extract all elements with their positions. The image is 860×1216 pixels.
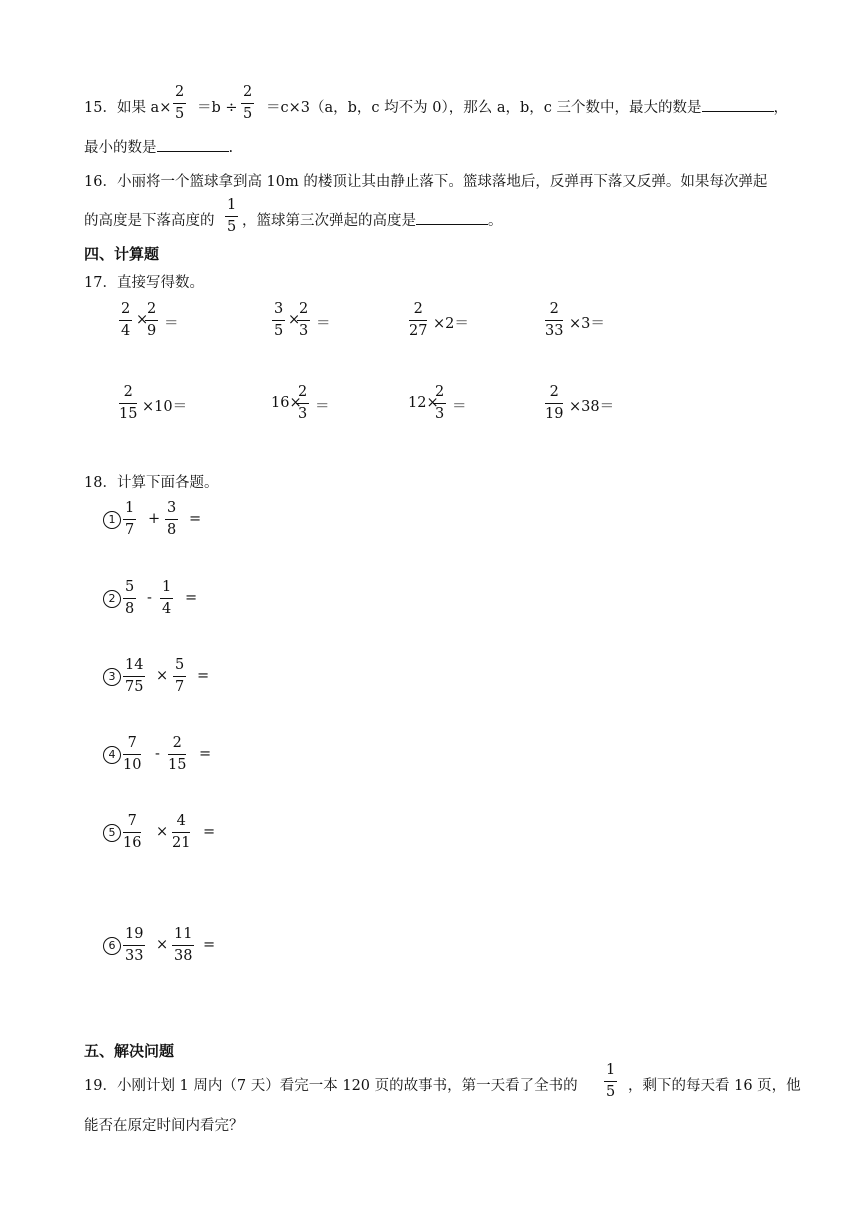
denominator: 7 xyxy=(175,678,185,695)
q19-line1 xyxy=(84,1074,578,1095)
q18-item-6-equals: = xyxy=(203,937,216,953)
q17-item-2-operator: × xyxy=(288,312,301,328)
denominator: 19 xyxy=(545,405,564,422)
q18-item-3-operator: × xyxy=(156,668,169,684)
q15-answer-blank-2[interactable] xyxy=(157,137,229,152)
q16-text-2: 的高度是下落高度的 xyxy=(84,213,215,229)
q19-fraction xyxy=(604,1063,617,1099)
q17-prompt: 直接写得数。 xyxy=(116,275,204,291)
q18-item-1-circled-number: 1 xyxy=(103,511,121,529)
q16-text-4: 。 xyxy=(488,213,503,229)
q18-number: 18． xyxy=(84,475,117,491)
q18-item-2-circled-number: 2 xyxy=(103,590,121,608)
q17-item-2-equals: ＝ xyxy=(316,316,331,332)
denominator: 10 xyxy=(123,756,142,773)
q18-item-4-circled-number: 4 xyxy=(103,746,121,764)
numerator: 2 xyxy=(119,302,132,321)
q18-item-4-equals: = xyxy=(199,746,212,762)
denominator: 9 xyxy=(147,322,157,339)
q18-item-3-fraction-b xyxy=(173,658,186,694)
q18-item-1-fraction-a xyxy=(123,501,136,537)
numerator: 1 xyxy=(123,501,136,520)
numerator: 2 xyxy=(296,385,309,404)
q15-line1 xyxy=(84,96,171,117)
q18-item-3-equals: = xyxy=(197,668,210,684)
q17-item-7-equals: ＝ xyxy=(452,399,467,415)
q17-item-1-equals: ＝ xyxy=(164,316,179,332)
denominator: 5 xyxy=(243,105,253,122)
section-4-heading: 四、计算题 xyxy=(84,245,160,263)
q17-item-4-fraction xyxy=(545,302,563,338)
numerator: 2 xyxy=(119,385,137,404)
q17-item-2-fraction-b xyxy=(297,302,310,338)
q18-item-1-equals: = xyxy=(189,511,202,527)
q18-item-1-operator: + xyxy=(148,511,161,527)
q18-item-5-fraction-a xyxy=(123,814,141,850)
q18-item-4-operator: - xyxy=(155,746,160,762)
denominator: 3 xyxy=(299,322,309,339)
q18-item-5-circled-number: 5 xyxy=(103,824,121,842)
q15-text-1: 如果 a× xyxy=(116,100,172,116)
q15-line1-rest xyxy=(266,96,788,117)
numerator: 2 xyxy=(545,385,563,404)
q18-item-1-fraction-b xyxy=(165,501,178,537)
q16-number: 16． xyxy=(84,174,117,190)
denominator: 75 xyxy=(125,678,144,695)
q17-item-2-fraction-a xyxy=(272,302,285,338)
q15-text-6: . xyxy=(228,140,234,156)
numerator: 7 xyxy=(123,736,141,755)
q19-text-2: ，剩下的每天看 16 页，他 xyxy=(628,1078,801,1094)
q18-item-3-circled-number: 3 xyxy=(103,668,121,686)
q15-number: 15． xyxy=(84,100,117,116)
q18-item-4-fraction-b xyxy=(168,736,186,772)
numerator: 5 xyxy=(123,580,136,599)
q15-fraction-1 xyxy=(173,85,186,121)
q18-item-6-operator: × xyxy=(156,937,169,953)
q17-number: 17． xyxy=(84,275,117,291)
numerator: 1 xyxy=(604,1063,617,1082)
q16-fraction xyxy=(225,198,238,234)
q17-item-8-fraction xyxy=(545,385,563,421)
q17-item-3-tail: ×2＝ xyxy=(433,316,469,332)
numerator: 7 xyxy=(123,814,141,833)
section-5-heading: 五、解决问题 xyxy=(84,1042,175,1060)
q15-answer-blank-1[interactable] xyxy=(702,97,774,112)
denominator: 16 xyxy=(123,834,142,851)
q19-line2: 能否在原定时间内看完？ xyxy=(84,1118,244,1134)
numerator: 4 xyxy=(172,814,190,833)
q15-text-5: 最小的数是 xyxy=(84,140,157,156)
q19-number: 19． xyxy=(84,1078,117,1094)
denominator: 4 xyxy=(162,600,172,617)
q16-line1 xyxy=(84,170,767,191)
q18-item-2-fraction-a xyxy=(123,580,136,616)
denominator: 8 xyxy=(167,521,177,538)
numerator: 5 xyxy=(173,658,186,677)
denominator: 3 xyxy=(298,405,308,422)
q18-item-6-circled-number: 6 xyxy=(103,937,121,955)
q17-item-3-fraction xyxy=(409,302,427,338)
q17-item-4-tail: ×3＝ xyxy=(569,316,605,332)
denominator: 33 xyxy=(125,947,144,964)
q19-text-1: 小刚计划 1 周内（7 天）看完一本 120 页的故事书，第一天看了全书的 xyxy=(116,1078,578,1094)
denominator: 33 xyxy=(545,322,564,339)
q18-item-2-fraction-b xyxy=(160,580,173,616)
denominator: 5 xyxy=(606,1083,616,1100)
q18-item-6-fraction-b xyxy=(172,927,194,963)
q17-prompt-line xyxy=(84,271,204,292)
numerator: 2 xyxy=(168,736,186,755)
q16-answer-blank[interactable] xyxy=(416,210,488,225)
q16-line2-rest xyxy=(242,209,503,230)
q15-text-2: ＝b ÷ xyxy=(197,100,238,116)
q15-line2 xyxy=(84,136,233,157)
q18-item-4-fraction-a xyxy=(123,736,141,772)
q18-prompt-line xyxy=(84,471,218,492)
numerator: 2 xyxy=(409,302,427,321)
q17-item-8-tail: ×38＝ xyxy=(569,399,615,415)
denominator: 27 xyxy=(409,322,428,339)
denominator: 5 xyxy=(227,218,237,235)
q18-item-2-operator: - xyxy=(147,590,152,606)
q17-item-1-fraction-b xyxy=(145,302,158,338)
numerator: 3 xyxy=(272,302,285,321)
numerator: 2 xyxy=(241,85,254,104)
numerator: 2 xyxy=(145,302,158,321)
q18-item-5-operator: × xyxy=(156,824,169,840)
numerator: 2 xyxy=(545,302,563,321)
q15-fraction-2 xyxy=(241,85,254,121)
numerator: 2 xyxy=(173,85,186,104)
denominator: 15 xyxy=(119,405,138,422)
q18-item-6-fraction-a xyxy=(123,927,145,963)
numerator: 1 xyxy=(160,580,173,599)
q17-item-1-fraction-a xyxy=(119,302,132,338)
numerator: 2 xyxy=(297,302,310,321)
numerator: 11 xyxy=(172,927,194,946)
q16-text-3: ，篮球第三次弹起的高度是 xyxy=(242,213,416,229)
denominator: 8 xyxy=(125,600,135,617)
denominator: 3 xyxy=(435,405,445,422)
denominator: 7 xyxy=(125,521,135,538)
q18-item-2-equals: = xyxy=(185,590,198,606)
denominator: 38 xyxy=(174,947,193,964)
q17-item-6-prefix: 16× xyxy=(271,395,302,411)
q18-prompt: 计算下面各题。 xyxy=(116,475,219,491)
q17-item-1-operator: × xyxy=(136,312,149,328)
q15-text-3: ＝c×3（a，b，c 均不为 0），那么 a，b，c 三个数中，最大的数是 xyxy=(266,100,702,116)
q16-text-1: 小丽将一个篮球拿到高 10m 的楼顶让其由静止落下。篮球落地后，反弹再下落又反弹。如果每次弹起 xyxy=(116,174,768,190)
q17-item-7-prefix: 12× xyxy=(408,395,439,411)
q17-item-6-equals: ＝ xyxy=(315,399,330,415)
q18-item-3-fraction-a xyxy=(123,658,145,694)
denominator: 15 xyxy=(168,756,187,773)
q17-item-5-tail: ×10＝ xyxy=(142,399,188,415)
denominator: 4 xyxy=(121,322,131,339)
numerator: 3 xyxy=(165,501,178,520)
numerator: 1 xyxy=(225,198,238,217)
q17-item-5-fraction xyxy=(119,385,137,421)
denominator: 21 xyxy=(172,834,191,851)
q15-text-4: ， xyxy=(773,100,789,116)
denominator: 5 xyxy=(274,322,284,339)
numerator: 14 xyxy=(123,658,145,677)
q18-item-5-equals: = xyxy=(203,824,216,840)
numerator: 19 xyxy=(123,927,145,946)
numerator: 2 xyxy=(433,385,446,404)
q17-item-6-fraction xyxy=(296,385,309,421)
q17-item-7-fraction xyxy=(433,385,446,421)
q18-item-5-fraction-b xyxy=(172,814,190,850)
denominator: 5 xyxy=(175,105,185,122)
